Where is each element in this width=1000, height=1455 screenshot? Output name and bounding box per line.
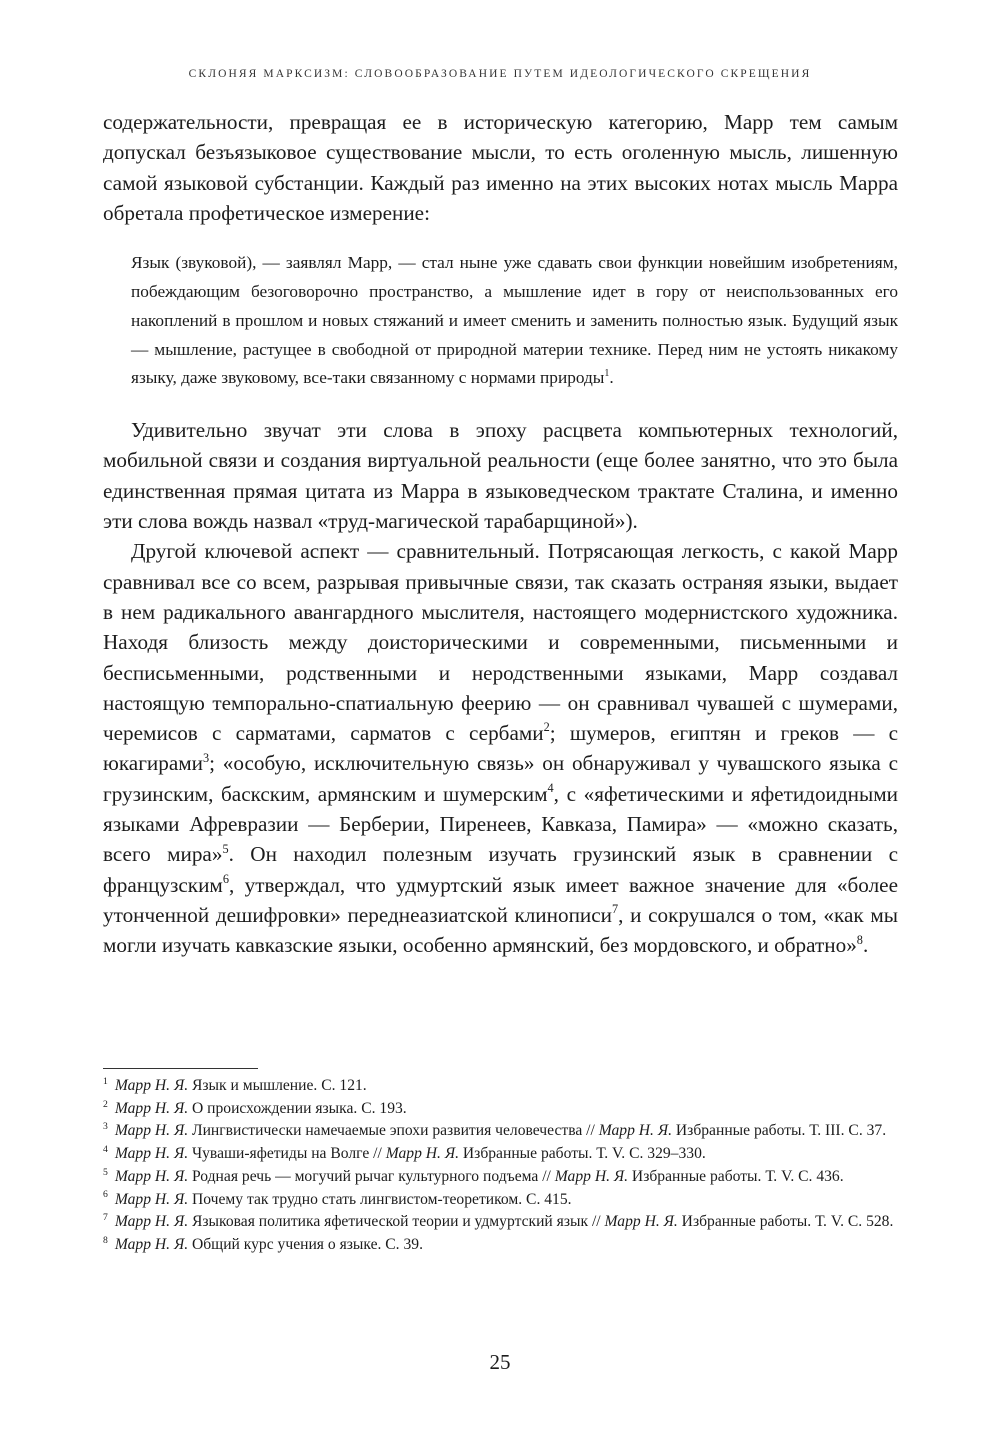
footnote-4 (103, 1143, 898, 1166)
footnote-author-2: Марр Н. Я. (385, 1145, 459, 1163)
footnote-author: Марр Н. Я. (114, 1213, 189, 1231)
footnote-text: О происхождении языка. С. 193. (188, 1099, 407, 1117)
footnote-author: Марр Н. Я. (114, 1145, 189, 1163)
main-text (103, 107, 898, 961)
footnote-8 (103, 1234, 898, 1257)
text-run: , утверждал, что удмуртский язык имеет важное значение для «более утонченной дешифровки» переднеазиатской клинописи (103, 872, 898, 927)
paragraph-continuation: содержательности, превращая ее в историческую категорию, Марр тем самым допускал безъязыковое существование мысли, то есть оголенную мысль, лишенную самой языковой субстанции. Каждый раз именно на этих высоких нотах мысль Марра обретала профетическое измерение: (103, 110, 898, 225)
footnote-ref[interactable]: 7 (612, 902, 619, 917)
footnote-text: Общий курс учения о языке. С. 39. (188, 1235, 423, 1253)
footnote-text: Родная речь — могучий рычаг культурного подъема // (188, 1167, 555, 1185)
footnote-text-2: Избранные работы. Т. V. С. 329–330. (459, 1145, 706, 1163)
footnote-number: 3 (103, 1121, 108, 1133)
footnote-text: Язык и мышление. С. 121. (188, 1077, 367, 1094)
footnote-author: Марр Н. Я. (114, 1077, 189, 1094)
footnote-1 (103, 1075, 898, 1098)
footnote-5 (103, 1166, 898, 1189)
footnote-6 (103, 1189, 898, 1212)
footnote-author: Марр Н. Я. (114, 1167, 189, 1185)
footnote-author-2: Марр Н. Я. (598, 1122, 672, 1140)
text-run: Другой ключевой аспект — сравнительный. Потрясающая легкость, с какой Марр сравнивал все со всем, разрывая привычные связи, так сказать остраняя языки, выдает в нем радикального авангардного мыслителя, настоящего модернистского художника. Находя близость между доисторическими и современными, письменными и бесписьменными, родственными и неродственными языками, Марр создавал настоящую темпорально-спатиальную феерию — он сравнивал чувашей с шумерами, черемисов с сарматами, сарматов с сербами (103, 539, 898, 746)
paragraph-2: Удивительно звучат эти слова в эпоху расцвета компьютерных технологий, мобильной связи и создания виртуальной реальности (еще более занятно, что это была единственная прямая цитата из Марра в языковедческом трактате Сталина, и именно эти слова вождь назвал «труд-магической тарабарщиной»). (103, 418, 898, 534)
footnote-text: Языковая политика яфетической теории и удмуртский язык // (188, 1213, 605, 1231)
footnote-author: Марр Н. Я. (114, 1235, 189, 1253)
footnote-text: Лингвистически намечаемые эпохи развития человечества // (188, 1122, 599, 1140)
footnote-author: Марр Н. Я. (114, 1099, 189, 1117)
footnote-number: 2 (103, 1098, 108, 1110)
footnote-ref[interactable]: 3 (202, 750, 210, 765)
footnote-number: 1 (103, 1075, 108, 1087)
footnote-author-2: Марр Н. Я. (554, 1167, 629, 1185)
footnotes (103, 1075, 898, 1257)
text-run: . Он находил полезным изучать грузинский язык в сравнении с французским (103, 842, 898, 897)
footnote-author: Марр Н. Я. (114, 1122, 189, 1140)
text-run: , с «яфетическими и яфетидоидными языками Афревразии — Берберии, Пиренеев, Кавказа, Памира» — «можно сказать, всего мира» (103, 781, 898, 867)
footnote-2 (103, 1098, 898, 1121)
footnote-ref[interactable]: 5 (222, 841, 229, 856)
page-number: 25 (489, 1350, 511, 1374)
footnote-text-2: Избранные работы. Т. III. С. 37. (672, 1122, 887, 1140)
footnote-number: 4 (103, 1143, 108, 1155)
footnote-number: 7 (103, 1212, 108, 1224)
footnote-ref[interactable]: 6 (222, 871, 229, 886)
footnote-text: Чуваши-яфетиды на Волге // (188, 1145, 386, 1163)
footnote-ref[interactable]: 4 (547, 781, 554, 796)
running-head: СКЛОНЯЯ МАРКСИЗМ: СЛОВООБРАЗОВАНИЕ ПУТЕМ ИДЕОЛОГИЧЕСКОГО СКРЕЩЕНИЯ (188, 68, 812, 80)
footnote-number: 5 (103, 1166, 108, 1178)
quote-text: Язык (звуковой), — заявлял Марр, — стал ныне уже сдавать свои функции новейшим изобретениям, побеждающим безоговорочно пространство, а мышление идет в гору от неиспользованных его накоплений в прошлом и новых стяжаний и имеет сменить и заменить полностью язык. Будущий язык — мышление, растущее в свободной от природной материи технике. Перед ним не устоять никакому языку, даже звуковому, все-таки связанному с нормами природы (131, 253, 898, 388)
footnote-author-2: Марр Н. Я. (604, 1213, 678, 1231)
text-run: ; шумеров, египтян и греков — с юкагирами (103, 721, 898, 776)
footnote-ref[interactable]: 2 (543, 720, 550, 735)
footnote-ref[interactable]: 1 (604, 368, 610, 380)
text-run: . (862, 933, 869, 958)
footnote-ref[interactable]: 8 (856, 932, 863, 947)
text-run: , и сокрушался о том, «как мы могли изучать кавказские языки, особенно армянский, без мордовского, и обратно» (103, 902, 899, 958)
block-quote (131, 249, 898, 393)
footnote-3 (103, 1120, 898, 1143)
footnote-author: Марр Н. Я. (114, 1190, 189, 1208)
footnote-text-2: Избранные работы. Т. V. С. 528. (677, 1213, 894, 1231)
footnote-number: 8 (103, 1234, 108, 1246)
text-run: ; «особую, исключительную связь» он обнаруживал у чувашского языка с грузинским, баскским, армянским и шумерским (103, 751, 898, 806)
quote-end: . (609, 368, 614, 388)
footnote-divider (103, 1068, 258, 1069)
footnote-7 (103, 1211, 898, 1234)
footnote-text-2: Избранные работы. Т. V. С. 436. (628, 1167, 844, 1185)
footnote-text: Почему так трудно стать лингвистом-теоретиком. С. 415. (188, 1190, 572, 1208)
paragraph-3 (103, 536, 898, 960)
footnote-number: 6 (103, 1189, 108, 1201)
